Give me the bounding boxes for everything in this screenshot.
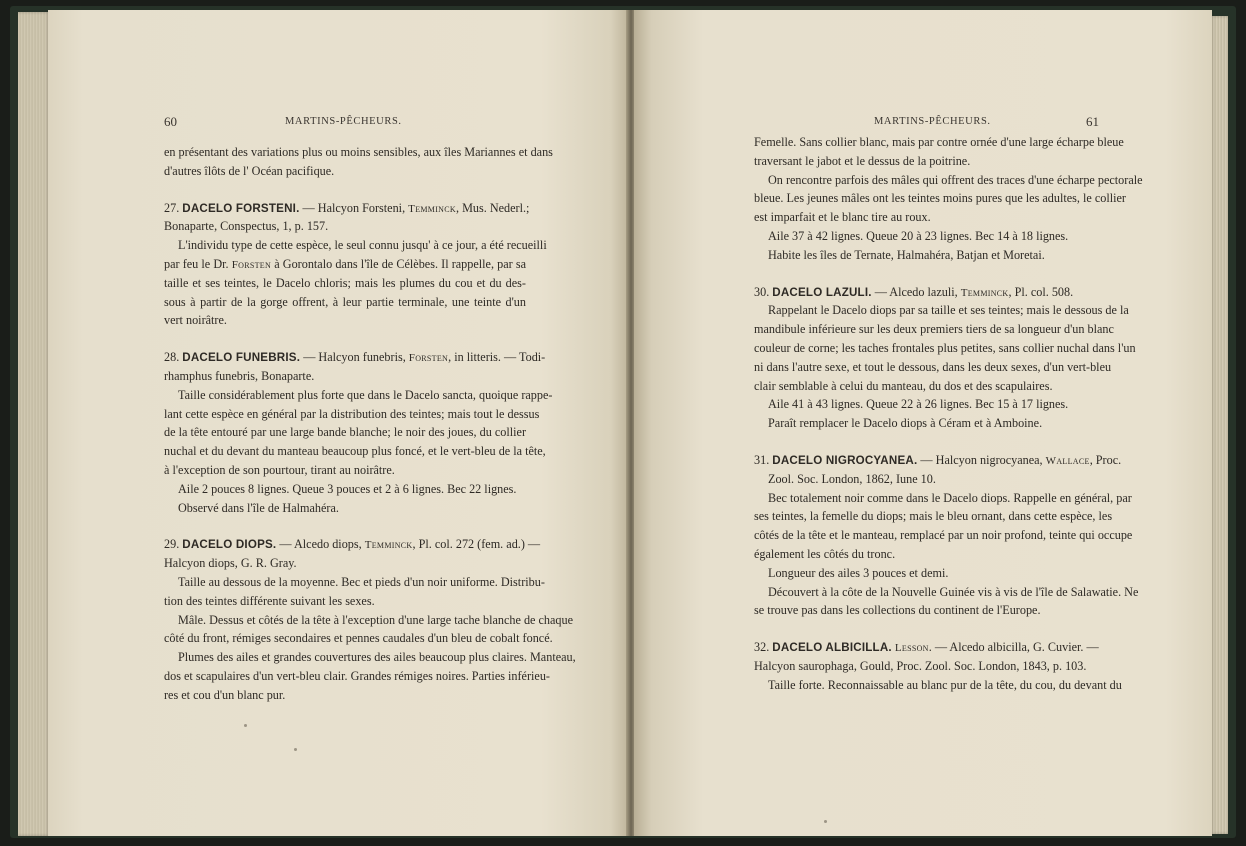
text-line: Aile 41 à 43 lignes. Queue 22 à 26 lignes. Bec 15 à 17 lignes.	[768, 397, 1069, 412]
text-line: Découvert à la côte de la Nouvelle Guinée vis à vis de l'île de Salawatie. Ne	[768, 584, 1139, 599]
text-line: 29. DACELO DIOPS. — Alcedo diops, Temminck, Pl. col. 272 (fem. ad.) —	[164, 537, 541, 552]
text-line: mandibule inférieure sur les deux premiers tiers de sa longueur d'un blanc	[754, 322, 1114, 337]
species-name: DACELO DIOPS.	[182, 538, 277, 552]
text-line: Taille au dessous de la moyenne. Bec et pieds d'un noir uniforme. Distribu-	[178, 574, 545, 589]
text-line: lant cette espèce en général par la distribution des teintes; mais tout le dessus	[164, 406, 540, 421]
text-line: d'autres îlôts de l' Océan pacifique.	[164, 163, 335, 178]
paragraph-gap	[164, 330, 526, 348]
paragraph-gap	[754, 620, 1098, 638]
text-line: Taille forte. Reconnaissable au blanc pur de la tête, du cou, du devant du	[768, 677, 1122, 692]
text-line: côté du front, rémiges secondaires et pennes caudales d'un bleu de cobalt foncé.	[164, 631, 553, 646]
text-line: tion des teintes différente suivant les sexes.	[164, 593, 375, 608]
left-running-head: MARTINS-PÊCHEURS.	[285, 116, 402, 127]
page-edges-left	[18, 12, 50, 836]
author-name: Lesson	[894, 642, 929, 655]
text-line: Halcyon diops, G. R. Gray.	[164, 556, 297, 571]
text-line: couleur de corne; les taches frontales plus petites, sans collier nuchal dans l'un	[754, 340, 1136, 355]
text-line: en présentant des variations plus ou moins sensibles, aux îles Mariannes et dans	[164, 145, 553, 159]
text-line: res et cou d'un blanc pur.	[164, 687, 286, 702]
text-line: dos et scapulaires d'un vert-bleu clair. Grandes rémiges noires. Parties inférieu-	[164, 668, 550, 683]
left-page	[48, 10, 628, 836]
text-line: Bonaparte, Conspectus, 1, p. 157.	[164, 219, 329, 234]
text-line: de la tête entouré par une large bande blanche; le noir des joues, du collier	[164, 425, 526, 440]
paragraph-gap	[164, 181, 526, 199]
text-line: Aile 2 pouces 8 lignes. Queue 3 pouces et 2 à 6 lignes. Bec 22 lignes.	[178, 481, 517, 496]
right-page	[634, 10, 1212, 836]
text-line: Habite les îles de Ternate, Halmahéra, Batjan et Moretai.	[768, 247, 1045, 262]
author-name: Wallace	[1045, 454, 1090, 467]
author-name: Forsten	[231, 258, 272, 271]
text-line: sous à partir de la gorge offrent, à leur partie terminale, une teinte d'un	[164, 294, 526, 309]
text-line: Bec totalement noir comme dans le Dacelo diops. Rappelle en général, par	[768, 490, 1132, 505]
right-folio: 61	[1086, 114, 1099, 129]
text-line: 31. DACELO NIGROCYANEA. — Halcyon nigrocyanea, Wallace, Proc.	[754, 452, 1122, 467]
right-text-block	[754, 133, 1143, 695]
text-line: Aile 37 à 42 lignes. Queue 20 à 23 lignes. Bec 14 à 18 lignes.	[768, 228, 1069, 243]
species-name: DACELO FORSTENI.	[182, 201, 300, 215]
author-name: Temminck	[408, 202, 456, 215]
text-line: 27. DACELO FORSTENI. — Halcyon Forsteni, Temminck, Mus. Nederl.;	[164, 200, 530, 215]
right-running-head: MARTINS-PÊCHEURS.	[874, 116, 991, 127]
text-line: Plumes des ailes et grandes couvertures des ailes beaucoup plus claires. Manteau,	[178, 650, 576, 665]
text-line: par feu le Dr. Forsten à Gorontalo dans l'île de Célèbes. Il rappelle, par sa	[164, 256, 527, 271]
species-name: DACELO LAZULI.	[772, 285, 872, 299]
text-line: traversant le jabot et le dessus de la poitrine.	[754, 153, 971, 168]
text-line: 30. DACELO LAZULI. — Alcedo lazuli, Temminck, Pl. col. 508.	[754, 284, 1074, 299]
text-line: Taille considérablement plus forte que dans le Dacelo sancta, quoique rappe-	[178, 387, 553, 402]
text-line: Longueur des ailes 3 pouces et demi.	[768, 565, 949, 580]
text-line: côtés de la tête et le manteau, remplacé par un noir profond, teinte qui occupe	[754, 528, 1133, 543]
paper-speck	[244, 724, 247, 727]
text-line: se trouve pas dans les collections du continent de l'Europe.	[754, 603, 1041, 618]
paragraph-gap	[164, 517, 526, 535]
left-text-block	[164, 143, 576, 705]
text-line: rhamphus funebris, Bonaparte.	[164, 368, 315, 383]
text-line: taille et ses teintes, le Dacelo chloris; mais les plumes du cou et du des-	[164, 275, 526, 290]
paragraph-gap	[754, 265, 1098, 283]
text-line: également les côtés du tronc.	[754, 546, 896, 561]
paragraph-gap	[754, 433, 1098, 451]
text-line: Zool. Soc. London, 1862, Iune 10.	[768, 471, 936, 486]
author-name: Temminck	[364, 539, 413, 552]
text-line: Femelle. Sans collier blanc, mais par contre ornée d'une large écharpe bleue	[754, 135, 1124, 149]
text-line: Mâle. Dessus et côtés de la tête à l'exception d'une large tache blanche de chaque	[178, 612, 574, 627]
text-line: Paraît remplacer le Dacelo diops à Céram et à Amboine.	[768, 416, 1043, 431]
species-name: DACELO ALBICILLA.	[772, 641, 892, 655]
text-line: L'individu type de cette espèce, le seul connu jusqu' à ce jour, a été recueilli	[178, 238, 547, 253]
text-line: 28. DACELO FUNEBRIS. — Halcyon funebris, Forsten, in litteris. — Todi-	[164, 350, 546, 365]
text-line: 32. DACELO ALBICILLA. Lesson. — Alcedo albicilla, G. Cuvier. —	[754, 640, 1099, 655]
text-line: vert noirâtre.	[164, 313, 227, 328]
text-line: nuchal et du devant du manteau beaucoup plus foncé, et le vert-bleu de la tête,	[164, 444, 546, 459]
text-line: Halcyon saurophaga, Gould, Proc. Zool. Soc. London, 1843, p. 103.	[754, 658, 1087, 673]
text-line: ni dans l'autre sexe, et tout le dessous, dans les deux sexes, d'un vert-bleu	[754, 359, 1112, 374]
species-name: DACELO FUNEBRIS.	[182, 351, 301, 365]
paper-speck	[824, 820, 827, 823]
species-name: DACELO NIGROCYANEA.	[772, 453, 918, 467]
left-folio: 60	[164, 114, 177, 129]
author-name: Forsten	[408, 352, 449, 365]
text-line: est imparfait et le blanc tire au roux.	[754, 210, 931, 225]
text-line: ses teintes, la femelle du diops; mais le bleu ornant, dans cette espèce, les	[754, 509, 1113, 524]
page-edges-right	[1210, 16, 1228, 834]
text-line: clair semblable à celui du manteau, du dos et des scapulaires.	[754, 378, 1053, 393]
text-line: Observé dans l'île de Halmahéra.	[178, 500, 339, 515]
text-line: à l'exception de son pourtour, tirant au noirâtre.	[164, 462, 395, 477]
text-line: bleue. Les jeunes mâles ont les teintes moins pures que les adultes, le collier	[754, 191, 1126, 206]
text-line: Rappelant le Dacelo diops par sa taille et ses teintes; mais le dessous de la	[768, 303, 1129, 318]
paper-speck	[294, 748, 297, 751]
author-name: Temminck	[960, 286, 1009, 299]
text-line: On rencontre parfois des mâles qui offrent des traces d'une écharpe pectorale	[768, 172, 1143, 187]
